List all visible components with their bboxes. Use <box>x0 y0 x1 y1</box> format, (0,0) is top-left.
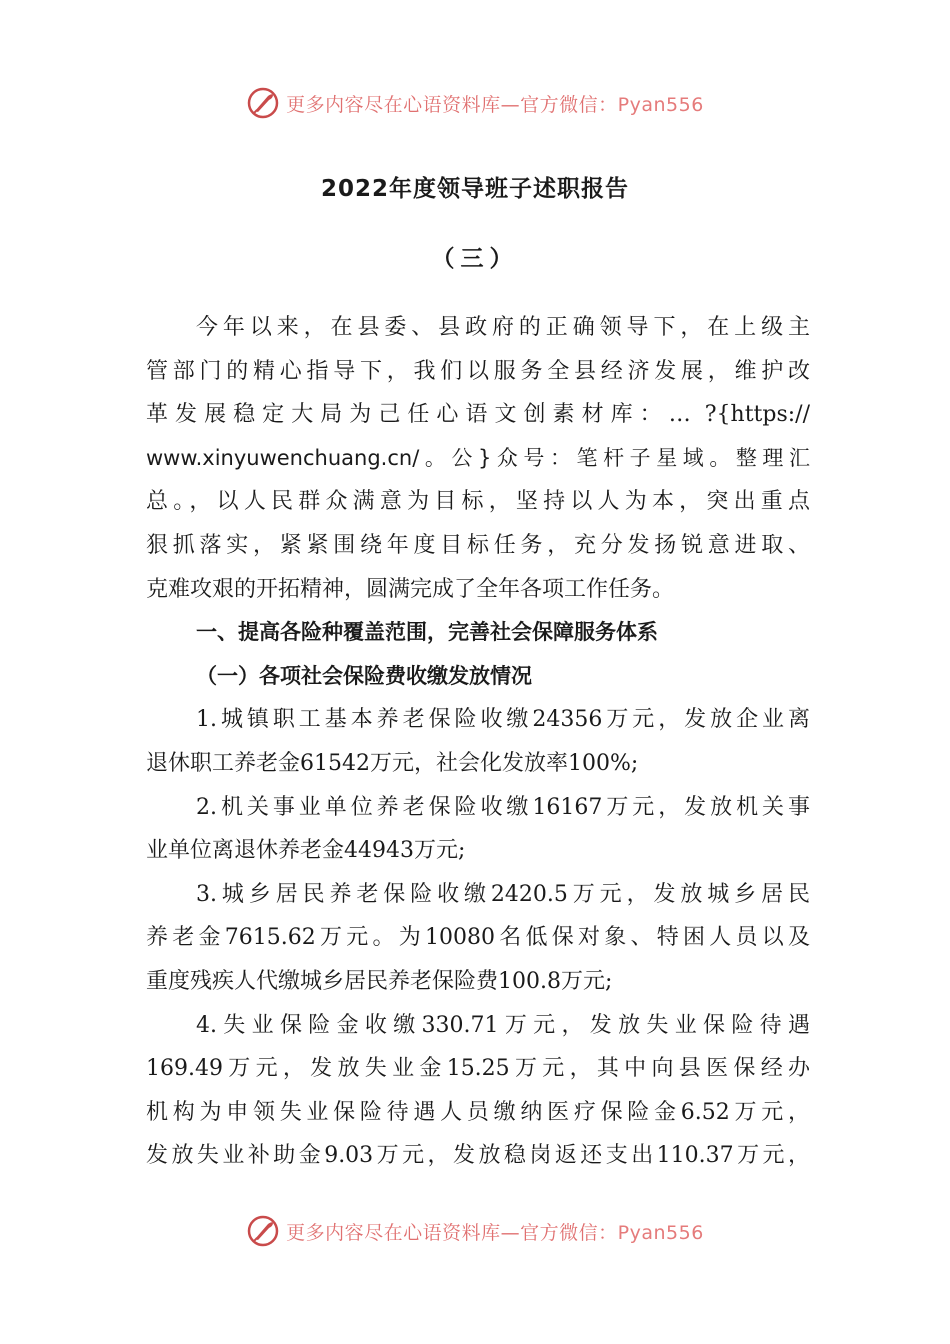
section-heading: 一、提高各险种覆盖范围，完善社会保障服务体系 <box>196 620 658 645</box>
paragraph-line: 今年以来，在县委、县政府的正确领导下，在上级主 <box>196 315 810 340</box>
document-body <box>146 306 810 1178</box>
header-watermark <box>0 83 950 123</box>
paragraph-line: 管部门的精心指导下，我们以服务全县经济发展，维护改 <box>146 358 810 384</box>
paragraph-line: 革发展稳定大局为己任心语文创素材库：… ?{https:// <box>146 402 810 428</box>
paragraph-line: 业单位离退休养老金44943万元; <box>146 838 466 864</box>
paragraph-line: 1.城镇职工基本养老保险收缴24356万元，发放企业离 <box>196 707 810 733</box>
watermark-wechat-id: Pyan556 <box>617 93 704 116</box>
paragraph-line: www.xinyuwenchuang.cn/。公}众号：笔杆子星域。整理汇 <box>146 445 810 470</box>
quill-pen-logo-icon <box>246 86 280 120</box>
watermark-text <box>286 90 704 117</box>
paragraph-line: 3.城乡居民养老保险收缴2420.5万元，发放城乡居民 <box>196 881 810 907</box>
paragraph-line: 退休职工养老金61542万元，社会化发放率100%; <box>146 750 639 776</box>
watermark-wechat-id: Pyan556 <box>617 1221 704 1244</box>
watermark-text <box>286 1218 704 1245</box>
watermark-text-cn: 更多内容尽在心语资料库—官方微信： <box>286 1221 618 1244</box>
document-title: 2022年度领导班子述职报告 <box>320 176 629 202</box>
paragraph-line: 169.49万元，发放失业金15.25万元，其中向县医保经办 <box>146 1056 810 1082</box>
subsection-heading: （一）各项社会保险费收缴发放情况 <box>196 663 532 688</box>
paragraph-line: 狠抓落实，紧紧围绕年度目标任务，充分发扬锐意进取、 <box>146 532 810 558</box>
paragraph-line: 4.失业保险金收缴330.71万元，发放失业保险待遇 <box>196 1012 810 1038</box>
footer-watermark <box>0 1211 950 1251</box>
watermark-text-cn: 更多内容尽在心语资料库—官方微信： <box>286 93 618 116</box>
paragraph-line: 克难攻艰的开拓精神，圆满完成了全年各项工作任务。 <box>146 576 675 602</box>
paragraph-line: 总。，以人民群众满意为目标，坚持以人为本，突出重点 <box>146 489 810 515</box>
document-subtitle: （三） <box>431 246 519 272</box>
paragraph-line: 发放失业补助金9.03万元，发放稳岗返还支出110.37万元， <box>146 1143 810 1169</box>
paragraph-line: 重度残疾人代缴城乡居民养老保险费100.8万元; <box>146 968 613 994</box>
quill-pen-logo-icon <box>246 1214 280 1248</box>
paragraph-line: 养老金7615.62万元。为10080名低保对象、特困人员以及 <box>146 925 810 951</box>
paragraph-line: 2.机关事业单位养老保险收缴16167万元，发放机关事 <box>196 794 810 820</box>
paragraph-line: 机构为申领失业保险待遇人员缴纳医疗保险金6.52万元， <box>146 1099 810 1125</box>
